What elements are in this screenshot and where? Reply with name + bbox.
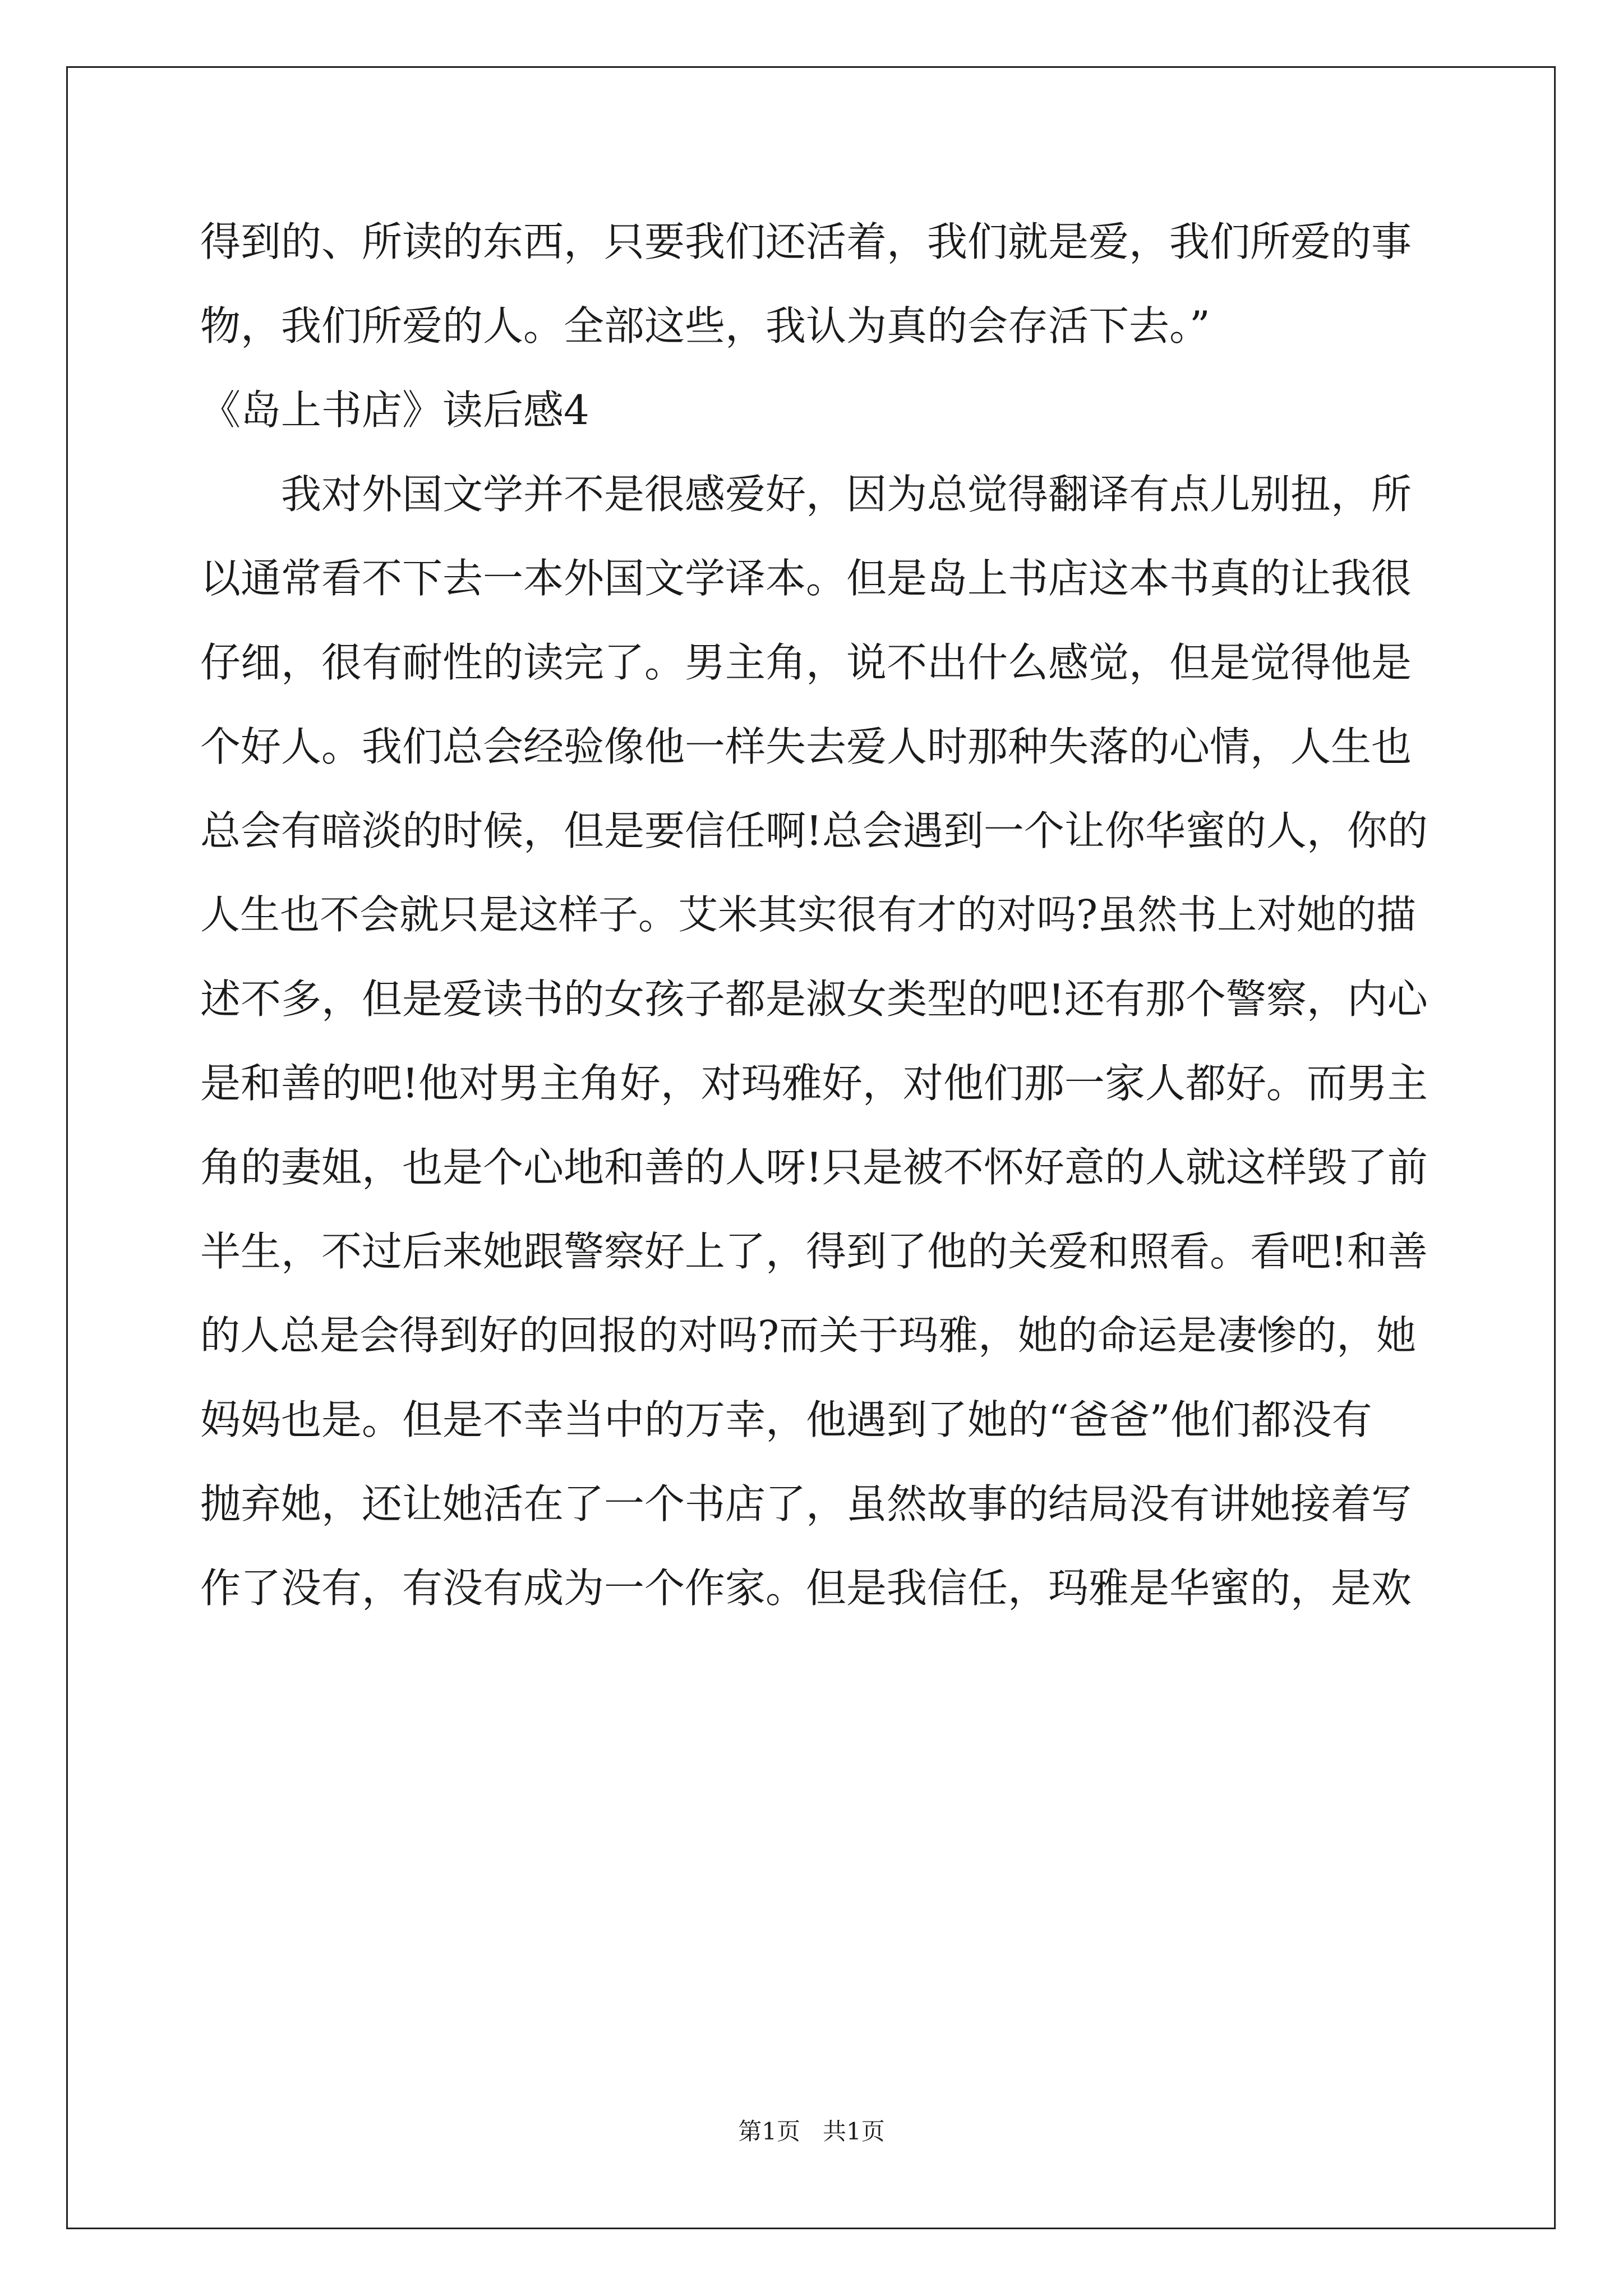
body-text-line: 的人总是会得到好的回报的对吗?而关于玛雅，她的命运是凄惨的，她: [200, 1312, 1417, 1359]
page-number-footer: 第1页 共1页: [738, 2118, 885, 2145]
body-text-line: 得到的、所读的东西，只要我们还活着，我们就是爱，我们所爱的事: [200, 218, 1412, 265]
body-text-line: 物，我们所爱的人。全部这些，我认为真的会存活下去。”: [200, 302, 1210, 349]
paragraph-first-line: 我对外国文学并不是很感爱好，因为总觉得翻译有点儿别扭，所: [281, 471, 1412, 518]
section-heading: 《岛上书店》读后感4: [200, 386, 589, 434]
body-text-line: 妈妈也是。但是不幸当中的万幸，他遇到了她的“爸爸”他们都没有: [200, 1396, 1372, 1443]
body-text-line: 总会有暗淡的时候，但是要信任啊!总会遇到一个让你华蜜的人，你的: [200, 807, 1428, 854]
body-text-line: 半生，不过后来她跟警察好上了，得到了他的关爱和照看。看吧!和善: [200, 1228, 1428, 1275]
body-text-line: 述不多，但是爱读书的女孩子都是淑女类型的吧!还有那个警察，内心: [200, 976, 1428, 1023]
body-text-line: 仔细，很有耐性的读完了。男主角，说不出什么感觉，但是觉得他是: [200, 639, 1412, 686]
body-text-line: 作了没有，有没有成为一个作家。但是我信任，玛雅是华蜜的，是欢: [200, 1565, 1412, 1612]
body-text-line: 是和善的吧!他对男主角好，对玛雅好，对他们那一家人都好。而男主: [200, 1060, 1428, 1107]
body-text-line: 抛弃她，还让她活在了一个书店了，虽然故事的结局没有讲她接着写: [200, 1480, 1412, 1527]
body-text-line: 以通常看不下去一本外国文学译本。但是岛上书店这本书真的让我很: [200, 555, 1412, 602]
body-text-line: 角的妻姐，也是个心地和善的人呀!只是被不怀好意的人就这样毁了前: [200, 1144, 1428, 1191]
body-text-line: 人生也不会就只是这样子。艾米其实很有才的对吗?虽然书上对她的描: [200, 891, 1417, 938]
body-text-line: 个好人。我们总会经验像他一样失去爱人时那种失落的心情，人生也: [200, 723, 1412, 770]
